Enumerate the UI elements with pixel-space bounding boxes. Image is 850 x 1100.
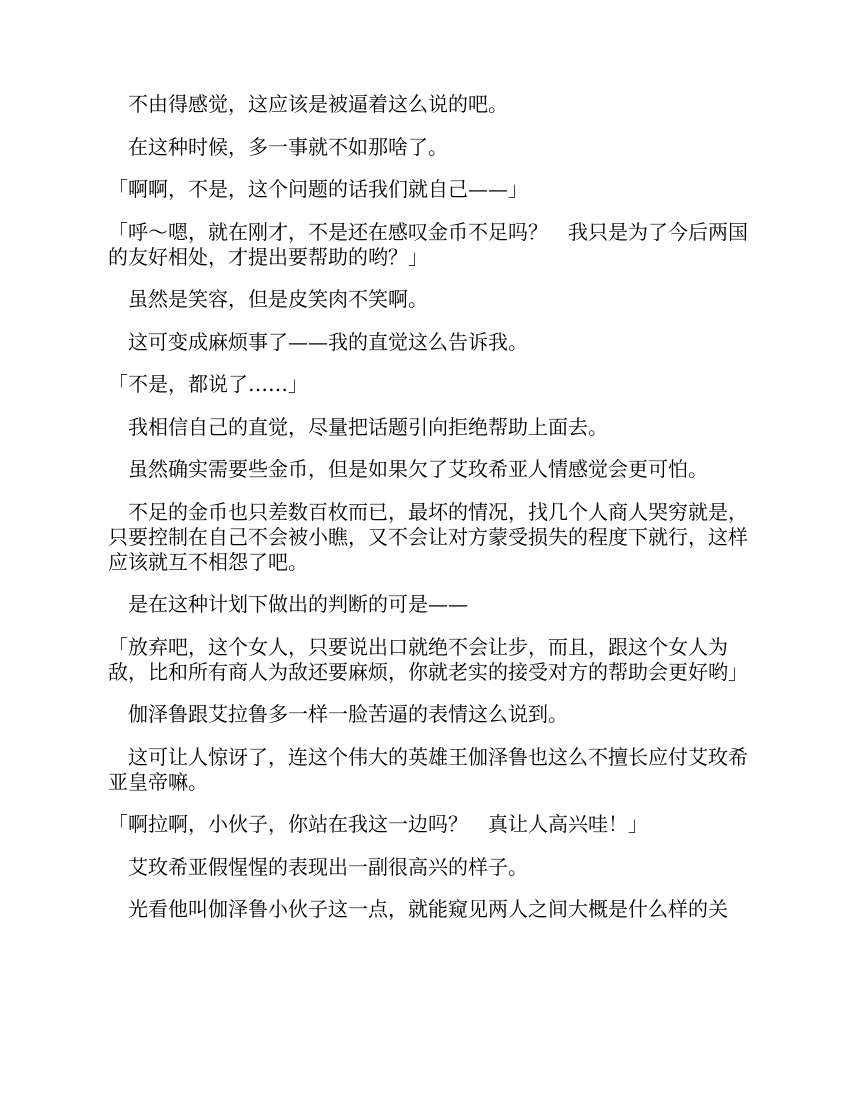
paragraph: 伽泽鲁跟艾拉鲁多一样一脸苦逼的表情这么说到。 [108, 702, 568, 726]
paragraph: 这可让人惊讶了，连这个伟大的英雄王伽泽鲁也这么不擅长应付艾玫希亚皇帝嘛。 [108, 744, 748, 794]
paragraph: 「啊拉啊，小伙子，你站在我这一边吗？ 真让人高兴哇！」 [108, 812, 648, 836]
paragraph: 「不是，都说了……」 [108, 372, 308, 396]
paragraph: 这可变成麻烦事了——我的直觉这么告诉我。 [108, 329, 528, 354]
paragraph: 虽然确实需要些金币，但是如果欠了艾玫希亚人情感觉会更可怕。 [108, 457, 708, 481]
paragraph: 光看他叫伽泽鲁小伙子这一点，就能窥见两人之间大概是什么样的关 [108, 897, 728, 921]
paragraph: 不足的金币也只差数百枚而已，最坏的情况，找几个人商人哭穷就是，只要控制在自己不会被小瞧，又不会让对方蒙受损失的程度下就行，这样应该就互不相怨了吧。 [108, 499, 748, 574]
document-page [108, 92, 748, 940]
paragraph: 「呼～嗯，就在刚才，不是还在感叹金币不足吗？ 我只是为了今后两国的友好相处，才提出要帮助的哟？」 [108, 219, 748, 269]
paragraph: 艾玫希亚假惺惺的表现出一副很高兴的样子。 [108, 854, 528, 879]
paragraph: 在这种时候，多一事就不如那啥了。 [108, 134, 448, 159]
paragraph: 「放弃吧，这个女人，只要说出口就绝不会让步，而且，跟这个女人为敌，比和所有商人为敌还要麻烦，你就老实的接受对方的帮助会更好哟」 [108, 634, 748, 684]
paragraph: 我相信自己的直觉，尽量把话题引向拒绝帮助上面去。 [108, 414, 608, 439]
paragraph: 是在这种计划下做出的判断的可是—— [108, 592, 468, 616]
paragraph: 「啊啊，不是，这个问题的话我们就自己——」 [108, 177, 528, 201]
paragraph: 虽然是笑容，但是皮笑肉不笑啊。 [108, 287, 428, 311]
paragraph: 不由得感觉，这应该是被逼着这么说的吧。 [108, 92, 508, 116]
